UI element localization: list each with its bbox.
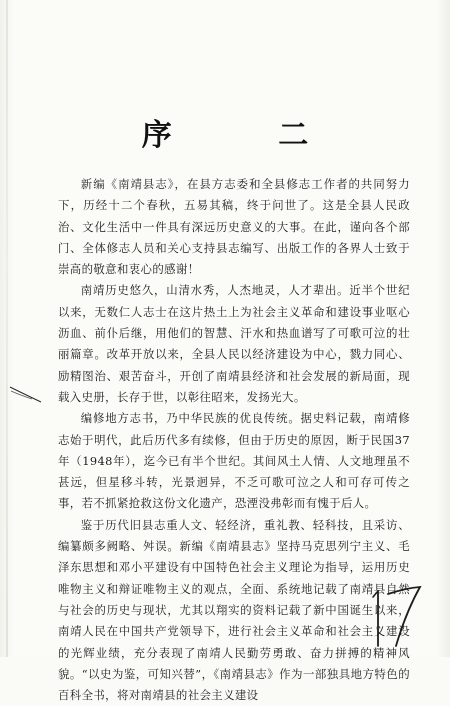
- handwritten-page-number: [366, 582, 426, 650]
- body-text: [58, 174, 410, 706]
- paragraph-1: 新编《南靖县志》，在县方志委和全县修志工作者的共同努力下，历经十二个春秋，五易其稿，终于问世了。这是全县人民政治、文化生活中一件具有深远历史意义的大事。在此，谨向各个部门、全体修志人员和关心支持县志编写、出版工作的各界人士致于崇高的敬意和衷心的感谢！: [58, 177, 410, 277]
- paragraph-4: 鉴于历代旧县志重人文、轻经济，重礼教、轻科技，且采访、编纂颇多阙略、舛误。新编《南靖县志》坚持马克思列宁主义、毛泽东思想和邓小平建设有中国特色社会主义理论为指导，运用历史唯物主义和辩证唯物主义的观点，全面、系统地记载了南靖县自然与社会的历史与现状，尤其以翔实的资料记载了新中国诞生以来，南靖人民在中国共产党领导下，进行社会主义革命和社会主义建设的光辉业绩，充分表现了南靖人民勤劳勇敢、奋力拼搏的精神风貌。“以史为鉴，可知兴替”，《南靖县志》作为一部独具地方特色的百科全书，将对南靖县的社会主义建设: [58, 517, 410, 703]
- scan-edge-shadow: [6, 0, 8, 657]
- pencil-mark-icon: [8, 383, 44, 405]
- page-title: 序 二: [141, 118, 357, 153]
- paragraph-3: 编修地方志书，乃中华民族的优良传统。据史料记载，南靖修志始于明代，此后历代多有续修，但由于历史的原因，断于民国37年（1948年），迄今已有半个世纪。其间风土人情、人文地理虽不甚远，但星移斗转，光景迥异，不乏可歌可泣之人和可存可传之事，若不抓紧抢救这份文化遗产，恐湮没弗彰而有愧于后人。: [58, 411, 410, 511]
- paragraph-2: 南靖历史悠久，山清水秀，人杰地灵，人才辈出。近半个世纪以来，无数仁人志士在这片热土上为社会主义革命和建设事业呕心沥血、前仆后继，用他们的智慧、汗水和热血谱写了可歌可泣的壮丽篇章。改革开放以来，全县人民以经济建设为中心，戮力同心、励精图治、艰苦奋斗，开创了南靖县经济和社会发展的新局面，现载入史册，长存于世，以彰往昭来，发扬光大。: [58, 283, 410, 404]
